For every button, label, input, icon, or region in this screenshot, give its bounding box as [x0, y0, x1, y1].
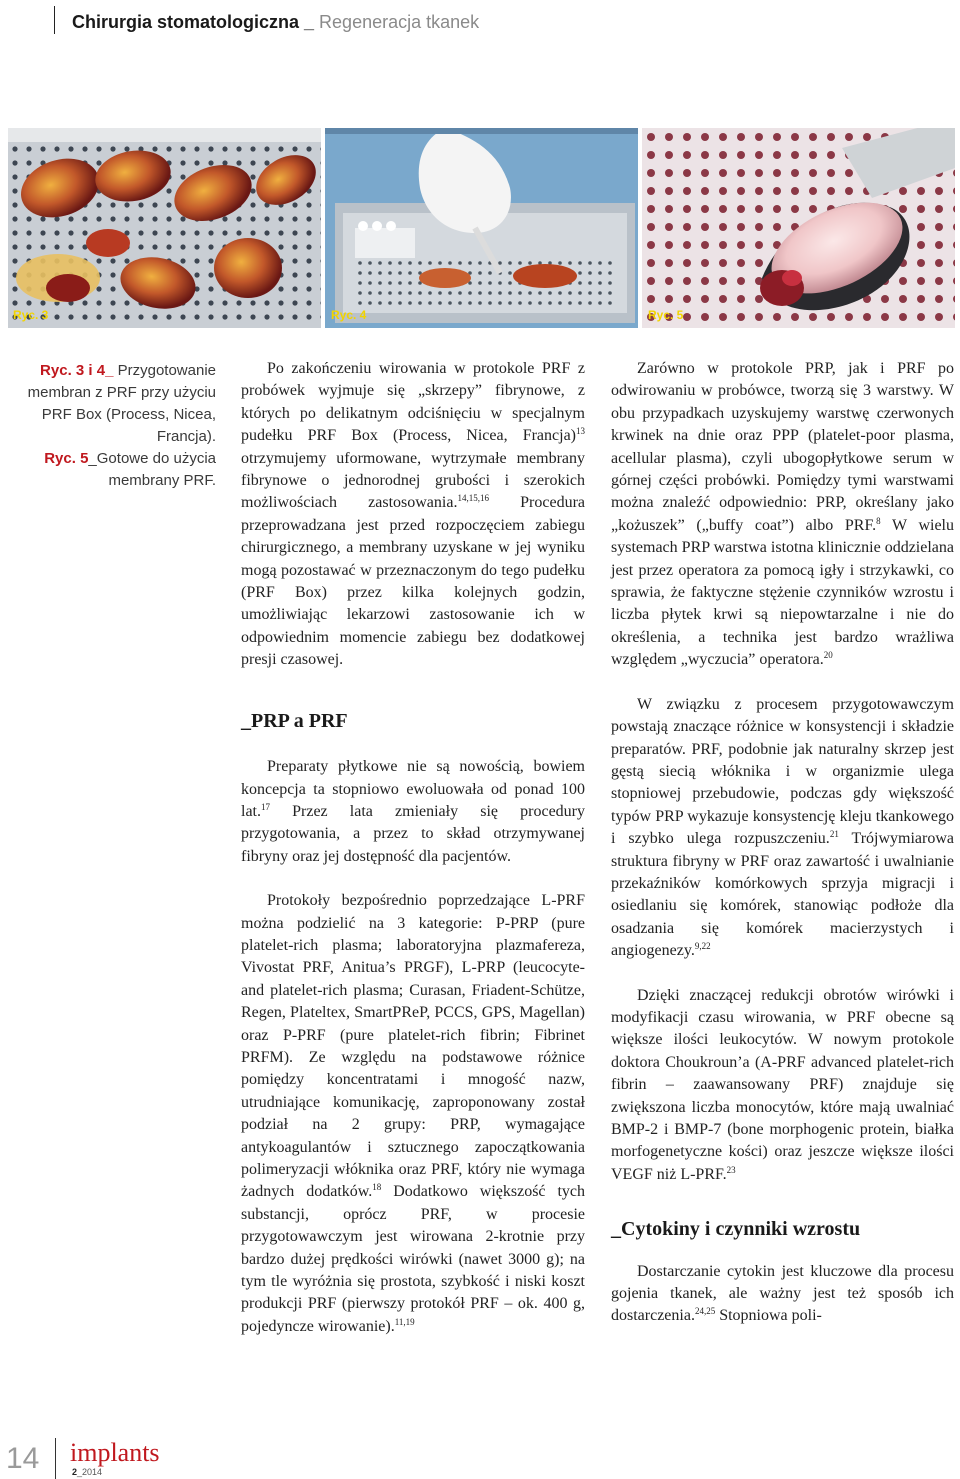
right-p4-ref-1: 24,25: [694, 1306, 716, 1317]
caption-text-2: _Gotowe do użycia membrany PRF.: [88, 450, 216, 489]
right-p4-text-a: Dostarczanie cytokin jest kluczowe dla procesu gojenia tkanek, ale ważny jest też sposób ich dostarczenia.: [611, 1262, 954, 1325]
mid-paragraph-2: [241, 756, 585, 868]
right-p1-ref-2: 20: [823, 650, 833, 661]
figure-5-label: Ryc. 5: [648, 308, 684, 322]
caption-label-2: Ryc. 5: [44, 450, 89, 467]
section-heading-prp-prf: _PRP a PRF: [241, 709, 348, 732]
figure-4-label: Ryc. 4: [331, 308, 367, 322]
right-p3-text-a: Dzięki znaczącej redukcji obrotów wirówki i modyfikacji czasu wirowania, w PRF obecne są większe ilości leukocytów. W nowym protokole doktora Choukroun’a (A-PRF advanced platelet-rich fibrin – zaawansowany PRF) znajduje się zwiększona liczba monocytów, które mają uwalniać BMP-2 i BMP-7 (bone morphogenic protein, białka morfogenetyczne kości) oraz jeszcze większe ilości VEGF niż L-PRF.: [611, 986, 954, 1183]
figure-4-photo: [325, 128, 638, 328]
section-heading-cytokiny: _Cytokiny i czynniki wzrostu: [611, 1218, 861, 1241]
mid-p1-ref-2: 14,15,16: [457, 493, 489, 504]
figure-caption: [18, 360, 216, 492]
footer-rule: [55, 1438, 56, 1479]
right-p1-ref-1: 8: [876, 515, 881, 526]
right-paragraph-3: [611, 985, 954, 1187]
right-p1-text-b: W wielu systemach PRP warstwa istotna klinicznie oddzielana jest przez operatora za pomocą igły i strzykawki, co sprawia, że faktyczne stężenie czynników wzrostu i liczba płytek krwi są niepowtarzalne i nie do określenia, a technika jest bardzo wrażliwa względem „wyczucia” operatora.: [611, 516, 954, 669]
mid-paragraph-1: [241, 358, 585, 672]
figure-3-label: Ryc. 3: [13, 308, 49, 322]
right-p3-ref-1: 23: [726, 1164, 736, 1175]
figure-3-photo: [8, 128, 321, 328]
middle-column: [241, 358, 585, 1338]
mid-p2-text-b: Przez lata zmieniały się procedury przygotowania, a przez to skład otrzymywanej fibryny oraz jej dostępność dla pacjentów.: [241, 802, 585, 865]
header-title: [72, 12, 479, 33]
mid-p3-text-b: Dodatkowo większość tych substancji, oprócz PRF, w procesie przygotowawczym jest wirowana 2-krotnie przy bardzo dużej prędkości wirówki (nawet 3000 g); na tym tle wyróżnia się prostota, szybkość i niski koszt produkcji PRF (pierwszy protokół PRF – ok. 400 g, pojedyncze wirowanie).: [241, 1183, 585, 1335]
mid-p3-text-a: Protokoły bezpośrednio poprzedzające L-PRF można podzielić na 3 kategorie: P-PRP (pure platelet-rich plasma; laboratoryjna plazmafereza, Vivostat PRF, Anitua’s PRGF), L-PRP (leucocyte- and platelet-rich plasma; Curasan, Friadent-Schütze, Regen, Plateltex, SmartPReP, PCCS, GPS, Magellan) oraz P-PRF (pure platelet-rich fibrin; Fibrinet PRFM). Ze względu na podstawowe różnice pomiędzy koncentratami i mnogość nazw, utrudniające komunikację, zaproponowany został podział na 2 grupy: PRP, wymagające antykoagulantów i sztucznego zapoczątkowania polimeryzacji włóknika oraz PRF, który nie wymaga żadnych dodatków.: [241, 892, 585, 1201]
right-column: [611, 358, 954, 1328]
right-p2-ref-1: 21: [829, 829, 839, 840]
caption-text-1: Przygotowanie membran z PRF przy użyciu PRF Box (Process, Nicea, Francja).: [27, 362, 216, 445]
right-paragraph-1: [611, 358, 954, 672]
mid-p3-ref-2: 11,19: [394, 1316, 415, 1327]
mid-p1-text-a: Po zakończeniu wirowania w protokole PRF z probówek wyjmuje się „skrzepy” fibrynowe, z których po delikatnym odciśnięciu w specjalnym pudełku PRF Box (Process, Nicea, Francja): [241, 360, 585, 445]
right-paragraph-2: [611, 694, 954, 963]
figure-3-image: [8, 128, 321, 328]
mid-paragraph-3: [241, 890, 585, 1338]
caption-label-1: Ryc. 3 i 4_: [40, 362, 114, 379]
right-paragraph-4: [611, 1261, 954, 1328]
page-number: 14: [6, 1442, 40, 1475]
figure-strip: [0, 128, 960, 328]
mid-p1-text-c: Procedura przeprowadzana jest przed rozpoczęciem zabiegu chirurgicznego, a membrany uzyskane w jej wyniku mogą pozostawać w przeznaczonym do tego pudełku (PRF Box) przez kilka kolejnych godzin, umożliwiając lekarzowi zastosowanie ich w odpowiednim momencie zabiegu bez dodatkowej presji czasowej.: [241, 494, 585, 669]
figure-5-image: [642, 128, 955, 328]
right-p1-text-a: Zarówno w protokole PRP, jak i PRF po odwirowaniu w probówce, tworzą się 3 warstwy. W obu przypadkach uzyskujemy warstwę czerwonych krwinek na dnie oraz PPP (platelet-poor plasma, acellular plasma), czyli ubogopłytkowe serum w górnej części probówki. Pomiędzy tymi warstwami można znaleźć odpowiednio: PRP, określany jako „kożuszek” („buffy coat”) albo PRF.: [611, 360, 954, 534]
mid-p2-text-a: Preparaty płytkowe nie są nowością, bowiem koncepcja ta stopniowo ewoluowała od ponad 100 lat.: [241, 758, 585, 820]
mid-p1-text-b: otrzymujemy uformowane, wytrzymałe membrany fibrynowe o jednorodnej grubości i szerokich możliwościach zastosowania.: [241, 449, 585, 512]
mid-p3-ref-1: 18: [372, 1182, 382, 1193]
header-rule: [54, 6, 55, 34]
page-footer: [0, 1420, 960, 1479]
issue-number: 2: [72, 1467, 78, 1477]
issue-year: _2014: [77, 1467, 103, 1477]
mid-p1-ref-1: 13: [576, 426, 585, 437]
figure-5-photo: [642, 128, 955, 328]
right-p2-ref-2: 9,22: [694, 941, 711, 952]
header-section: Chirurgia stomatologiczna _: [72, 12, 315, 32]
header-subsection: Regeneracja tkanek: [314, 12, 480, 32]
running-header: [0, 0, 960, 50]
right-p4-text-b: Stopniowa poli-: [715, 1307, 822, 1325]
right-p2-text-b: Trójwymiarowa struktura fibryny w PRF oraz zawartość i uwalnianie przekaźników komórkowych sprzyja migracji i osiedlaniu się komórek, stanowiąc podłoże dla osadzania się komórek macierzystych i angiogenezy.: [611, 830, 954, 960]
mid-p2-ref-1: 17: [261, 801, 270, 812]
issue-label: [72, 1467, 102, 1477]
right-p2-text-a: W związku z procesem przygotowawczym powstają znaczące różnice w konsystencji i składzie preparatów. PRF, podobnie jak naturalny skrzep jest gęstą siecią włóknika i w organizmie ulega stopniowej przebudowie, podczas gdy większość typów PRP wykazuje konsystencję kleju tkankowego i szybko ulega rozpuszczeniu.: [611, 695, 954, 848]
figure-4-image: [325, 128, 638, 328]
magazine-logo: implants: [70, 1438, 160, 1467]
